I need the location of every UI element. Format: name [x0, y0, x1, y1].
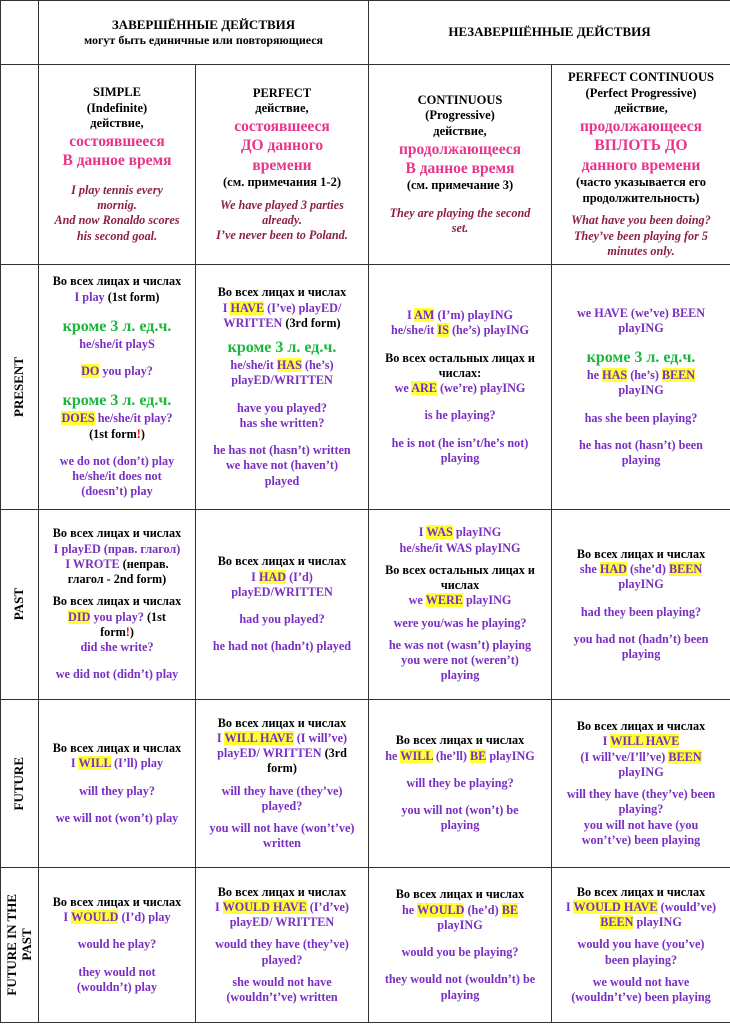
- row-label-past: [1, 510, 39, 700]
- form-line: playING: [618, 764, 664, 779]
- form-text: playING: [452, 525, 502, 540]
- past-continuous-cell: [369, 510, 552, 700]
- future-perfect-cell: [196, 700, 369, 868]
- completed-actions-subtitle: могут быть единичные или повторяющиеся: [83, 33, 324, 48]
- form-line: Во всех лицах и числах: [217, 554, 347, 569]
- row-label: PAST: [11, 588, 27, 621]
- form-line: числах: [440, 578, 480, 593]
- auxiliary-highlight: BEEN: [661, 368, 696, 383]
- form-text: he: [385, 748, 401, 763]
- form-text: we: [408, 593, 426, 608]
- form-line: we did not (didn’t) play: [55, 667, 179, 682]
- form-text: he: [586, 368, 603, 383]
- form-line: did she write?: [80, 640, 154, 655]
- form-text: he: [402, 902, 418, 917]
- form-line: Во всех лицах и числах: [217, 884, 347, 899]
- form-line: playED/WRITTEN: [231, 584, 333, 599]
- auxiliary-highlight: DOES: [61, 411, 95, 426]
- form-line: we HAVE (we’ve) BEEN: [576, 305, 706, 320]
- form-text: (he’s) playING: [448, 323, 530, 338]
- form-text: (he’d): [464, 902, 502, 917]
- auxiliary-highlight: DO: [81, 364, 100, 379]
- row-label: [5, 894, 35, 996]
- form-line: he/she/it WAS playING: [399, 540, 521, 555]
- form-line: (doesn’t) play: [81, 484, 153, 499]
- form-line: would he play?: [77, 937, 157, 952]
- auxiliary-highlight: BE: [470, 748, 487, 763]
- aspect-definition: времени: [252, 156, 312, 174]
- form-line: (wouldn’t’ve) written: [226, 990, 338, 1005]
- form-line: he has not (hasn’t) been: [579, 437, 703, 452]
- aspect-example: They are playing the second: [389, 205, 531, 220]
- row-label-line: FUTURE IN THE: [3, 894, 19, 996]
- form-text: (I’d) play: [118, 910, 171, 925]
- form-line: playing: [440, 818, 480, 833]
- aspect-example: set.: [451, 221, 469, 236]
- form-text: I: [222, 300, 231, 315]
- auxiliary-highlight: WILL: [78, 756, 111, 771]
- form-line: written: [263, 836, 301, 851]
- aspect-example: We have played 3 parties: [220, 197, 344, 212]
- exception-note: кроме 3 л. ед.ч.: [62, 317, 172, 335]
- form-text: we: [394, 381, 412, 395]
- form-line: you had not (hadn’t) been: [573, 631, 709, 646]
- future-past-continuous-cell: [369, 868, 552, 1023]
- future-continuous-cell: [369, 700, 552, 868]
- form-text: глагол -: [67, 572, 114, 587]
- form-line: will they have (they’ve): [221, 783, 343, 798]
- form-line: (wouldn’t’ve) been playing: [571, 990, 711, 1005]
- aspect-definition: состоявшееся: [69, 133, 165, 151]
- form-line: you were not (weren’t): [401, 653, 519, 668]
- form-line: Во всех остальных лицах и: [385, 562, 535, 577]
- aspect-example: minutes only.: [607, 243, 675, 258]
- form-line: Во всех лицах и числах: [52, 526, 182, 541]
- form-line: would they have (they’ve): [215, 937, 349, 952]
- row-past: [1, 510, 730, 700]
- aspect-subtitle: (Progressive): [425, 108, 495, 123]
- form-text: (1st: [146, 609, 166, 624]
- row-label-line: PAST: [18, 928, 34, 962]
- form-line: he/she/it playS: [79, 336, 155, 351]
- form-line: we have not (haven’t): [225, 458, 339, 473]
- form-line: they would not: [78, 964, 156, 979]
- aspect-example: What have you been doing?: [571, 213, 711, 228]
- form-line: you will not have (won’t’ve): [209, 821, 355, 835]
- completed-actions-title: ЗАВЕРШЁННЫЕ ДЕЙСТВИЯ: [111, 16, 296, 32]
- auxiliary-highlight: AM: [414, 308, 435, 322]
- form-line: were you/was he playing?: [393, 615, 527, 630]
- form-line: playING: [618, 320, 664, 335]
- aspect-title: PERFECT: [252, 85, 312, 100]
- form-line: played: [264, 473, 300, 488]
- form-text: he/she/it play?: [94, 411, 173, 426]
- aspect-note: (см. примечания 1-2): [223, 175, 341, 189]
- aspect-example: I’ve never been to Poland.: [216, 228, 348, 243]
- auxiliary-highlight: WOULD HAVE: [573, 899, 658, 914]
- form-line: played?: [261, 952, 303, 967]
- future-past-perfect-continuous-cell: [552, 868, 730, 1023]
- form-line: won’t’ve) been playing: [581, 832, 701, 847]
- auxiliary-highlight: ARE: [411, 381, 437, 395]
- form-line: Во всех лицах и числах: [52, 741, 182, 755]
- form-line: had they been playing?: [580, 604, 702, 619]
- form-text: playING: [462, 593, 512, 608]
- form-text: (1st form: [89, 426, 137, 441]
- form-text: (I’d): [286, 569, 313, 584]
- form-line: Во всех остальных лицах и: [385, 350, 535, 365]
- group-header-row: [1, 1, 730, 65]
- past-perfect-continuous-cell: [552, 510, 730, 700]
- form-line: you will not have (you: [583, 817, 699, 832]
- auxiliary-highlight: WILL HAVE: [610, 734, 680, 749]
- uncompleted-actions-header: [369, 1, 730, 65]
- form-line: is he playing?: [424, 408, 496, 423]
- form-text: (I’ll) play: [110, 756, 164, 771]
- auxiliary-highlight: HAS: [276, 358, 302, 372]
- form-line: would you have (you’ve): [577, 937, 705, 952]
- present-perfect-cell: [196, 265, 369, 510]
- auxiliary-highlight: DID: [68, 609, 91, 624]
- form-text: !: [125, 624, 130, 639]
- form-text: I play: [74, 289, 108, 304]
- form-text: I: [216, 730, 225, 745]
- form-line: Во всех лицах и числах: [52, 594, 182, 609]
- aspect-definition: продолжающееся: [579, 117, 703, 135]
- aspect-title: PERFECT CONTINUOUS: [568, 70, 714, 84]
- form-text: (3rd form): [282, 315, 341, 330]
- aspect-example: And now Ronaldo scores: [54, 213, 180, 228]
- past-simple-cell: [39, 510, 196, 700]
- aspect-example: They’ve been playing for 5: [573, 228, 709, 243]
- form-line: will they have (they’ve) been: [566, 787, 716, 801]
- auxiliary-highlight: BEEN: [668, 749, 702, 764]
- form-text: (he’s): [301, 358, 334, 372]
- form-text: (1st form): [107, 289, 160, 304]
- aspect-definition: продолжающееся: [398, 140, 522, 158]
- form-text: (he’s): [627, 368, 662, 383]
- auxiliary-highlight: BEEN: [600, 915, 634, 930]
- exception-note: кроме 3 л. ед.ч.: [586, 349, 696, 367]
- form-text: form: [100, 624, 126, 639]
- corner-cell: [1, 1, 39, 65]
- form-line: playing?: [618, 802, 664, 817]
- form-line: playing: [621, 647, 661, 661]
- aspect-continuous: [369, 65, 552, 265]
- form-line: had you played?: [239, 612, 325, 627]
- auxiliary-highlight: WOULD: [71, 910, 119, 925]
- form-line: playED/ WRITTEN: [229, 915, 335, 930]
- aspect-perfect: [196, 65, 369, 265]
- form-line: you will not (won’t) be: [401, 803, 519, 818]
- form-line: we do not (don’t) play: [59, 453, 175, 468]
- form-line: we would not have: [592, 974, 690, 989]
- form-line: has she written?: [239, 415, 325, 430]
- form-text: (I’ve) playED/: [264, 300, 342, 315]
- form-line: Во всех лицах и числах: [217, 715, 347, 730]
- aspect-label: действие,: [90, 116, 144, 131]
- row-future-in-the-past: [1, 868, 730, 1023]
- form-line: we will not (won’t) play: [55, 810, 179, 825]
- auxiliary-highlight: HAS: [602, 368, 628, 383]
- form-text: I: [407, 308, 415, 322]
- form-text: WRITTEN: [223, 315, 283, 330]
- row-present: [1, 265, 730, 510]
- form-line: Во всех лицах и числах: [52, 894, 182, 909]
- auxiliary-highlight: IS: [437, 323, 449, 338]
- form-text: I: [63, 910, 71, 925]
- auxiliary-highlight: WERE: [425, 593, 463, 608]
- form-line: (wouldn’t) play: [76, 979, 158, 994]
- aspect-corner-cell: [1, 65, 39, 265]
- form-text: I WROTE: [65, 556, 120, 571]
- form-line: числах:: [438, 365, 482, 380]
- form-text: (неправ.: [119, 556, 169, 571]
- aspect-note: (см. примечание 3): [406, 178, 514, 193]
- form-text: (she’d): [626, 562, 669, 576]
- form-text: you play?: [99, 364, 153, 379]
- aspect-example: I play tennis every: [71, 182, 163, 197]
- form-line: playING: [618, 383, 664, 398]
- aspect-definition: В данное время: [405, 159, 515, 177]
- aspect-simple: [39, 65, 196, 265]
- auxiliary-highlight: WAS: [426, 525, 453, 540]
- aspect-definition: ВПЛОТЬ ДО: [594, 137, 688, 155]
- aspect-header-row: [1, 65, 730, 265]
- auxiliary-highlight: WOULD: [417, 902, 465, 917]
- form-line: he was not (wasn’t) playing: [388, 637, 532, 652]
- aspect-definition: В данное время: [62, 152, 172, 170]
- form-text: (he’ll): [432, 748, 471, 763]
- form-line: playing: [621, 453, 661, 468]
- form-line: would you be playing?: [401, 945, 519, 959]
- aspect-perfect-continuous: [552, 65, 730, 265]
- form-line: he/she/it does not: [72, 469, 162, 484]
- form-line: she would not have: [232, 974, 332, 989]
- form-text: she: [579, 562, 600, 576]
- form-line: Во всех лицах и числах: [576, 884, 706, 899]
- form-text: playING: [486, 748, 535, 763]
- present-perfect-continuous-cell: [552, 265, 730, 510]
- row-label-present: [1, 265, 39, 510]
- form-line: Во всех лицах и числах: [576, 546, 706, 561]
- form-text: ): [129, 624, 134, 639]
- aspect-label: действие,: [614, 101, 668, 116]
- form-text: (I’d’ve): [306, 899, 349, 914]
- row-label: FUTURE: [11, 756, 27, 811]
- uncompleted-actions-title: НЕЗАВЕРШЁННЫЕ ДЕЙСТВИЯ: [448, 24, 651, 40]
- form-line: played?: [261, 798, 303, 813]
- aspect-note: (часто указывается его: [575, 175, 707, 189]
- form-text: he/she/it: [230, 358, 277, 372]
- form-text: he/she/it: [390, 323, 438, 338]
- form-line: Во всех лицах и числах: [52, 274, 182, 289]
- exception-note: кроме 3 л. ед.ч.: [62, 392, 172, 410]
- aspect-title: SIMPLE: [93, 85, 141, 100]
- form-line: he is not (he isn’t/he’s not): [391, 435, 529, 450]
- form-text: you play?: [90, 609, 147, 624]
- form-text: (would’ve): [657, 899, 717, 914]
- form-text: I: [418, 525, 427, 540]
- auxiliary-highlight: HAD: [599, 562, 627, 576]
- row-label: PRESENT: [11, 357, 27, 417]
- exception-note: кроме 3 л. ед.ч.: [227, 339, 337, 356]
- row-future: [1, 700, 730, 868]
- form-line: form): [267, 761, 297, 776]
- form-line: playing: [440, 987, 480, 1002]
- form-text: (I’m) playING: [434, 308, 513, 322]
- form-line: Во всех лицах и числах: [217, 285, 347, 300]
- present-simple-cell: [39, 265, 196, 510]
- form-line: playING: [618, 577, 664, 592]
- form-text: ): [140, 426, 145, 441]
- aspect-note: продолжительность): [582, 190, 700, 205]
- past-perfect-cell: [196, 510, 369, 700]
- form-text: I: [70, 756, 79, 771]
- aspect-definition: ДО данного: [240, 137, 324, 155]
- future-past-simple-cell: [39, 868, 196, 1023]
- form-line: have you played?: [236, 400, 328, 415]
- form-line: Во всех лицах и числах: [576, 719, 706, 733]
- aspect-subtitle: (Indefinite): [86, 100, 148, 115]
- aspect-definition: состоявшееся: [234, 117, 330, 135]
- completed-actions-header: [39, 1, 369, 65]
- auxiliary-highlight: WILL HAVE: [224, 730, 294, 745]
- aspect-example: his second goal.: [76, 228, 158, 243]
- form-line: Во всех лицах и числах: [395, 887, 525, 902]
- auxiliary-highlight: WOULD HAVE: [222, 899, 307, 914]
- form-line: they would not (wouldn’t) be: [384, 972, 536, 987]
- form-line: playING: [437, 917, 483, 932]
- row-label-future-in-the-past: [1, 868, 39, 1023]
- present-continuous-cell: [369, 265, 552, 510]
- aspect-label: действие,: [433, 123, 487, 138]
- form-line: Во всех лицах и числах: [395, 733, 525, 748]
- aspect-label: действие,: [255, 101, 309, 116]
- aspect-definition: данного времени: [581, 156, 701, 174]
- form-line: he has not (hasn’t) written: [213, 443, 351, 457]
- form-line: been playing?: [604, 952, 678, 967]
- aspect-title: CONTINUOUS: [417, 92, 503, 107]
- form-text: (3rd: [321, 746, 347, 760]
- form-text: !: [136, 426, 141, 441]
- future-simple-cell: [39, 700, 196, 868]
- form-text: playING: [633, 915, 682, 930]
- form-line: I playED (прав. глагол): [53, 541, 181, 556]
- form-text: playED/ WRITTEN: [217, 746, 322, 760]
- auxiliary-highlight: BE: [501, 902, 518, 917]
- form-line: he had not (hadn’t) played: [212, 639, 352, 654]
- form-text: (I will’ve): [293, 730, 348, 745]
- auxiliary-highlight: HAVE: [230, 300, 265, 315]
- form-text: I: [565, 899, 574, 914]
- form-line: will they be playing?: [406, 775, 514, 790]
- auxiliary-highlight: BEEN: [668, 562, 703, 576]
- future-perfect-continuous-cell: [552, 700, 730, 868]
- form-line: playing: [440, 668, 480, 683]
- form-text: (we’re) playING: [436, 381, 526, 395]
- aspect-example: already.: [262, 212, 302, 227]
- auxiliary-highlight: WILL: [400, 748, 433, 763]
- form-text: I: [251, 569, 259, 584]
- aspect-example: mornig.: [97, 198, 137, 213]
- aspect-subtitle: (Perfect Progressive): [585, 85, 697, 100]
- future-past-perfect-cell: [196, 868, 369, 1023]
- form-text: 2nd form): [113, 572, 167, 587]
- row-label-future: [1, 700, 39, 868]
- form-text: I: [602, 734, 611, 749]
- form-line: will they play?: [79, 783, 155, 798]
- form-text: (I will’ve/I’ll’ve): [580, 749, 669, 764]
- auxiliary-highlight: HAD: [258, 569, 287, 584]
- form-line: playED/WRITTEN: [231, 373, 333, 388]
- form-text: I: [215, 899, 223, 914]
- form-line: playing: [440, 450, 480, 465]
- form-line: has she been playing?: [584, 410, 698, 425]
